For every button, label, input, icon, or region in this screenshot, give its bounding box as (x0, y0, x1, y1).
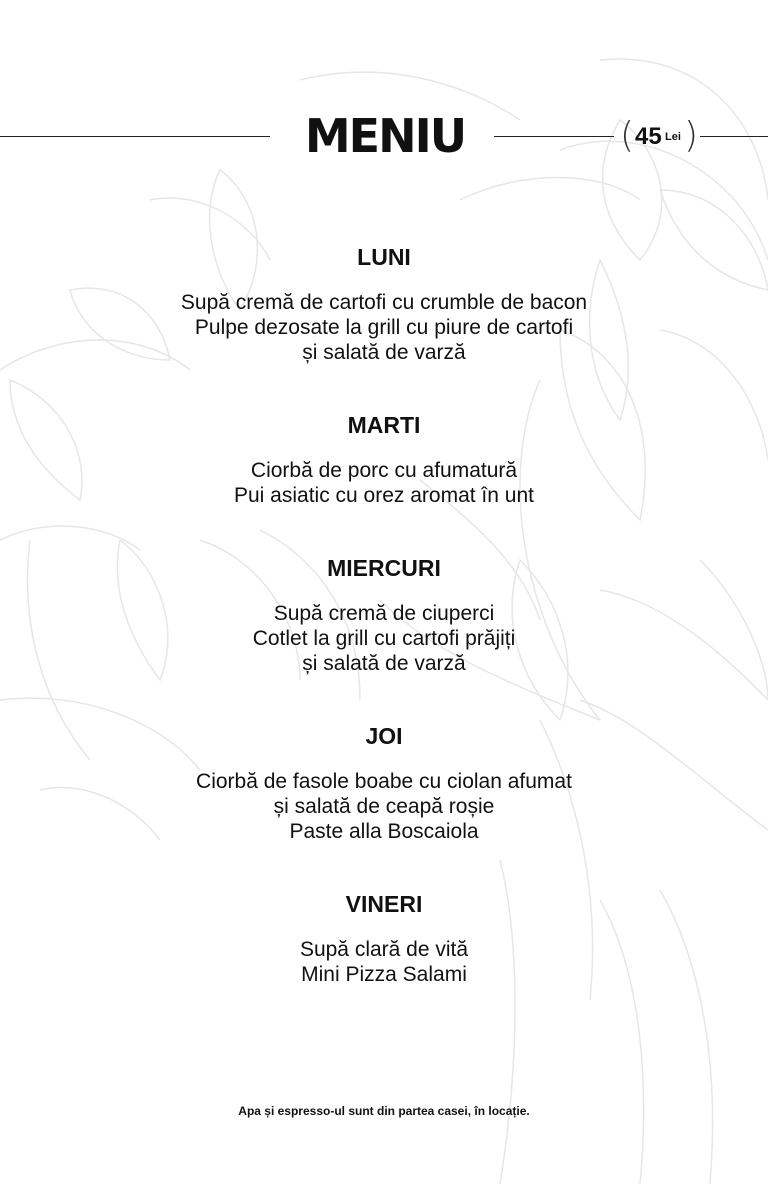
price-amount: 45 (635, 123, 662, 150)
dish-line: Ciorbă de fasole boabe cu ciolan afumat (196, 770, 572, 793)
dish-line: Cotlet la grill cu cartofi prăjiți (252, 627, 516, 650)
day-section-vineri (0, 883, 768, 987)
dish-line: Supă cremă de cartofi cu crumble de bacon (180, 291, 588, 314)
day-section-joi (0, 715, 768, 844)
page-title: MENIU (304, 109, 466, 163)
footer-note: Apa și espresso-ul sunt din partea casei, în locație. (238, 1104, 530, 1118)
day-heading: JOI (365, 723, 403, 749)
dish-line: Pui asiatic cu orez aromat în unt (234, 484, 534, 507)
day-section-marti (0, 404, 768, 508)
day-section-luni (0, 236, 768, 365)
day-section-miercuri (0, 547, 768, 676)
dish-line: și salată de varză (302, 341, 466, 364)
dish-line: Ciorbă de porc cu afumatură (250, 459, 518, 482)
menu-header (0, 100, 768, 175)
header-rule-middle (494, 136, 614, 137)
day-heading: MARTI (347, 412, 421, 438)
price-paren-close: ) (683, 115, 698, 156)
header-rule-left (0, 136, 270, 137)
price-currency: Lei (665, 131, 681, 143)
dish-line: Mini Pizza Salami (301, 963, 467, 986)
day-heading: VINERI (345, 891, 423, 917)
dish-line: Supă cremă de ciuperci (273, 602, 495, 625)
dish-line: și salată de ceapă roșie (273, 795, 495, 818)
dish-line: Pulpe dezosate la grill cu piure de cartofi (194, 316, 574, 339)
day-heading: LUNI (357, 244, 411, 270)
day-heading: MIERCURI (327, 555, 441, 581)
price-paren-open: ( (620, 115, 635, 156)
header-rule-right (700, 136, 768, 137)
price-badge (620, 115, 698, 156)
dish-line: Supă clară de vită (299, 938, 469, 961)
weekly-menu (0, 236, 768, 1026)
dish-line: Paste alla Boscaiola (289, 820, 479, 843)
dish-line: și salată de varză (302, 652, 466, 675)
